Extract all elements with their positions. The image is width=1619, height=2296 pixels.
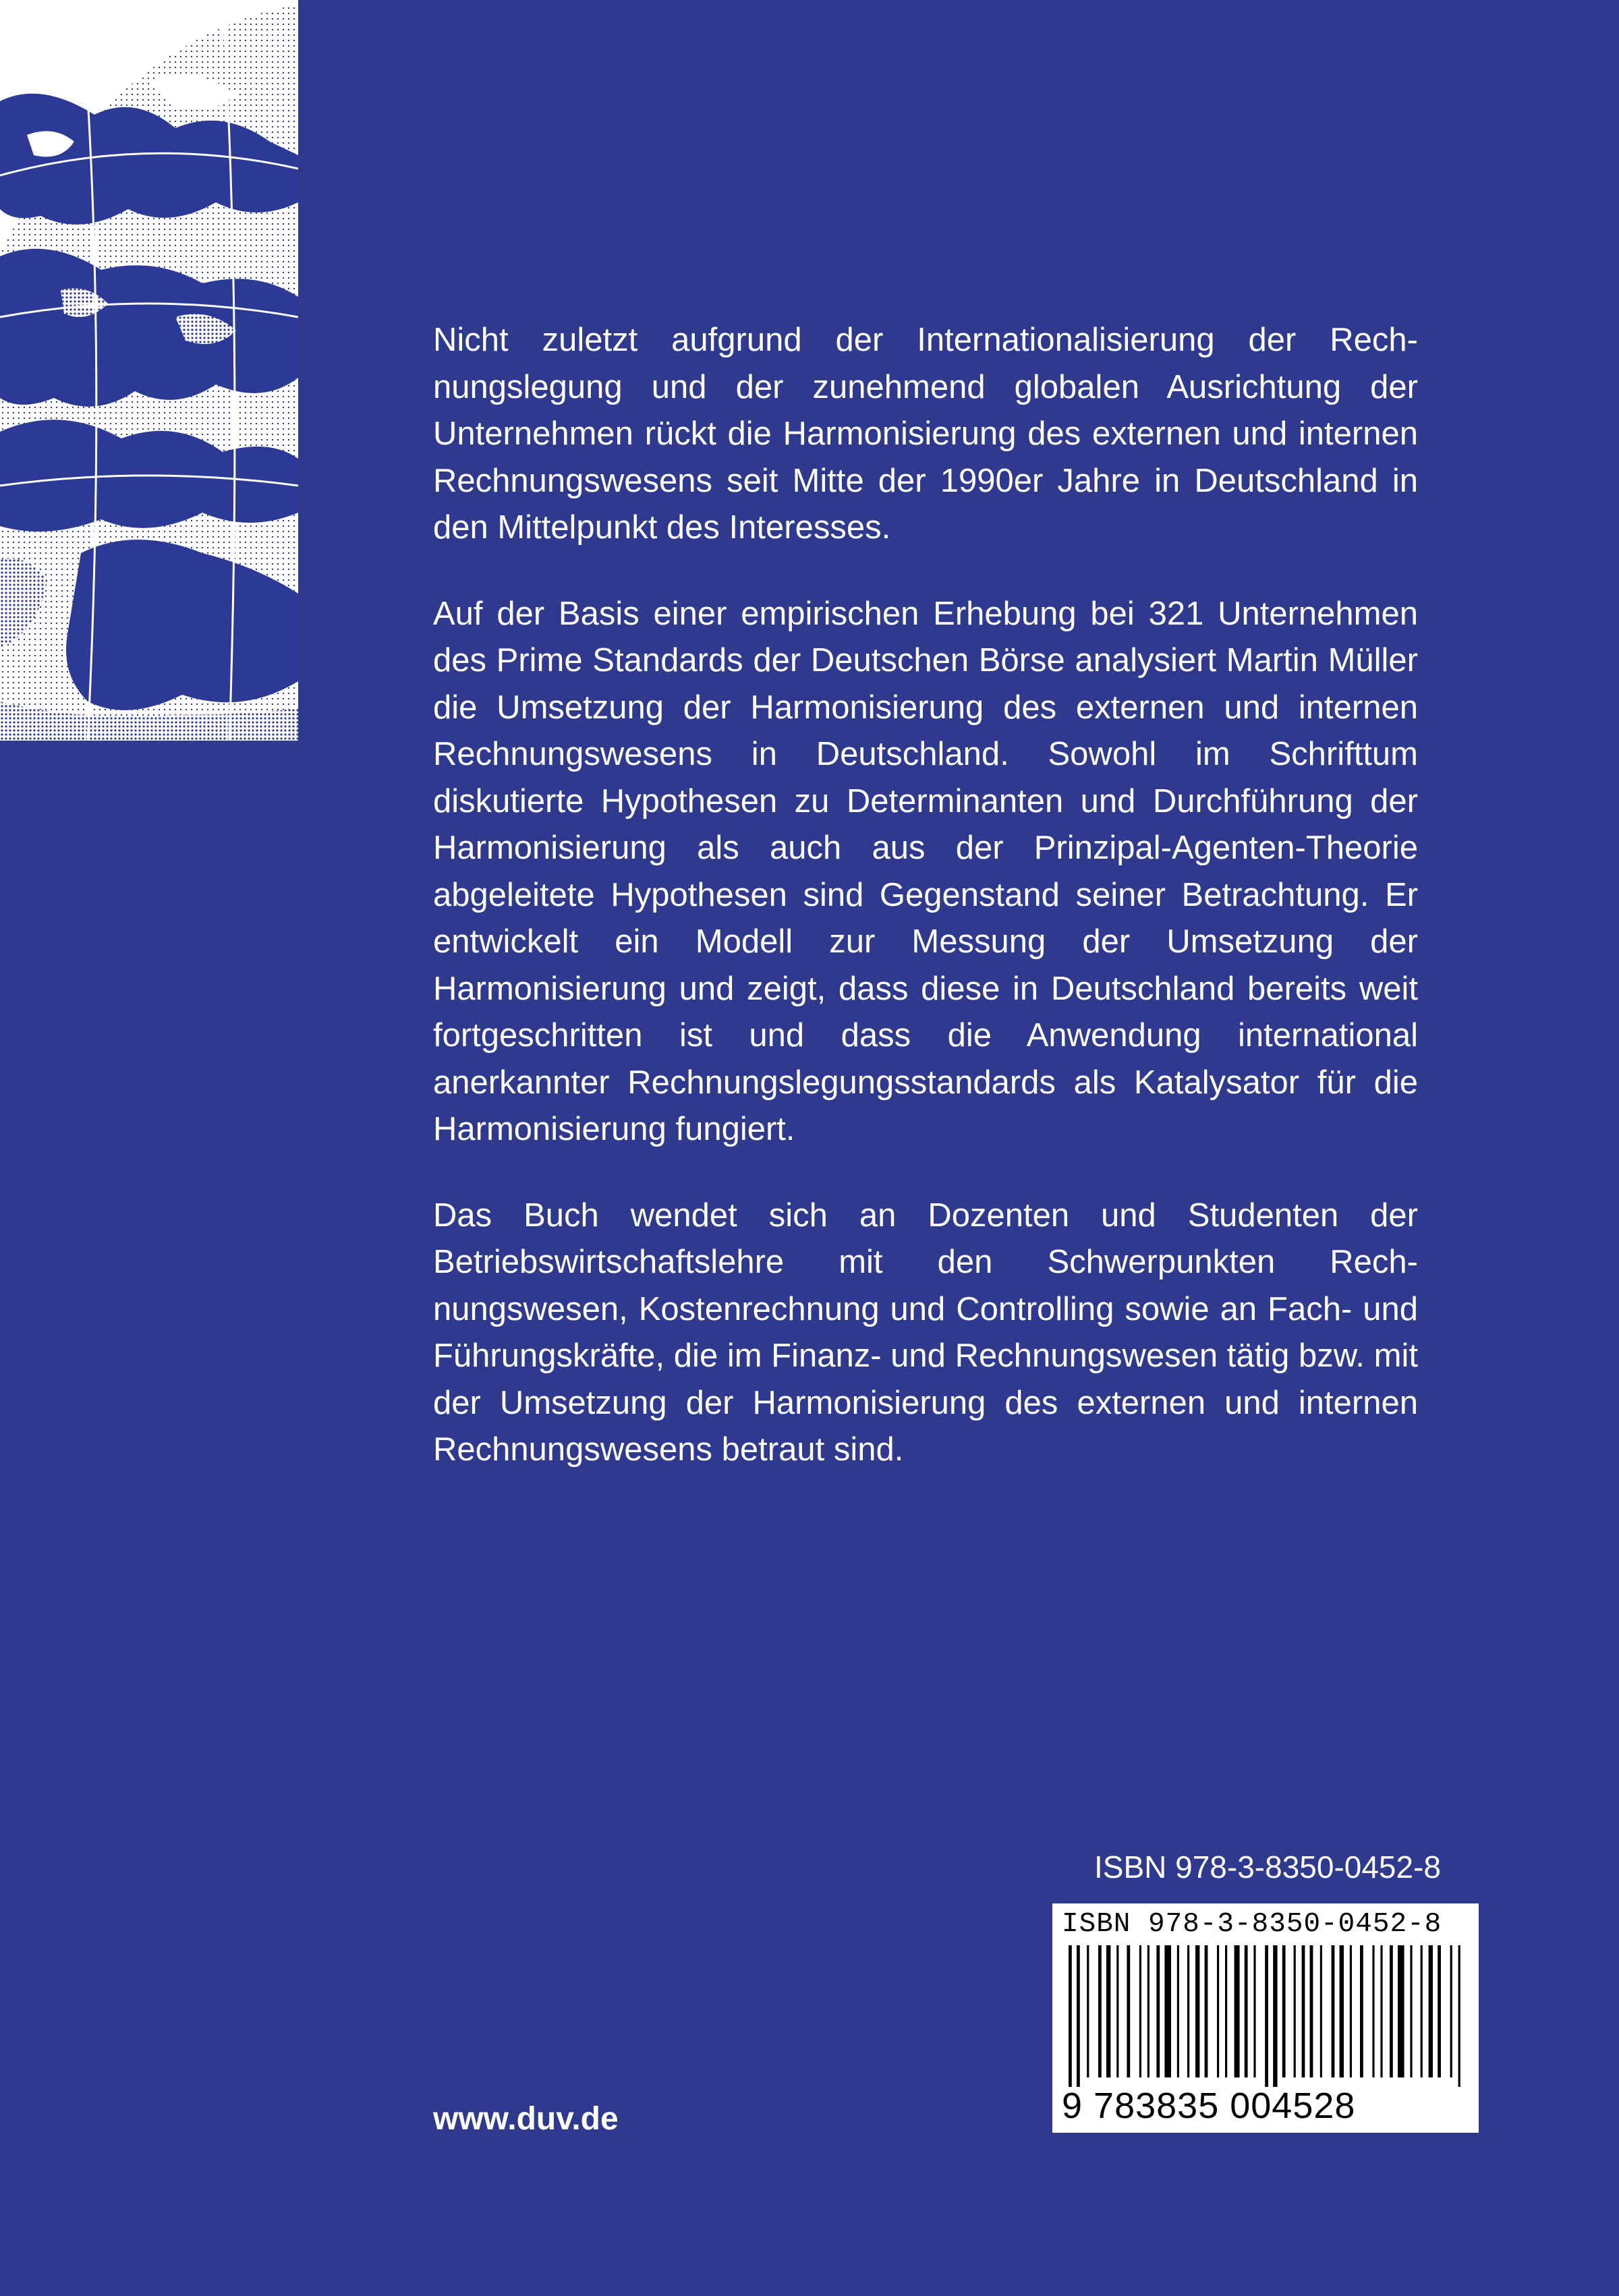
barcode-bar [1282, 1945, 1286, 2077]
barcode-bar [1320, 1945, 1322, 2077]
globe-image [0, 0, 298, 741]
barcode-bar [1340, 1945, 1344, 2077]
barcode-bar [1360, 1945, 1363, 2077]
barcode-bar [1217, 1945, 1219, 2077]
barcode-bar [1458, 1945, 1460, 2087]
barcode-bar [1225, 1945, 1227, 2077]
barcode-bar [1273, 1945, 1277, 2087]
barcode-bar [1098, 1945, 1102, 2077]
barcode-bar [1390, 1945, 1393, 2077]
barcode-bar [1265, 1945, 1268, 2087]
barcode-bar [1245, 1945, 1248, 2077]
barcode-bar [1429, 1945, 1433, 2077]
barcode-bar [1410, 1945, 1412, 2077]
publisher-website: www.duv.de [433, 2101, 619, 2137]
barcode-digits-text: 9 783835 004528 [1062, 2086, 1356, 2126]
barcode-bar [1302, 1945, 1305, 2077]
barcode-bars [1066, 1945, 1471, 2087]
barcode-bar [1234, 1945, 1240, 2077]
barcode-bar [1156, 1945, 1160, 2077]
barcode-bar [1350, 1945, 1352, 2077]
barcode-bar [1087, 1945, 1089, 2077]
blurb-paragraph-1: Nicht zuletzt aufgrund der Internationalisierung der Rechnungslegung und der zunehmend globalen Ausrichtung der Unternehmen rückt die Harmonisierung des externen und internen Rechnungswesens seit Mitte der 1990er Jahre in Deutschland in den Mittelpunkt des Interesses. [433, 322, 1418, 546]
barcode-bar [1310, 1945, 1313, 2077]
barcode-bar [1177, 1945, 1179, 2077]
barcode-isbn-text: ISBN 978-3-8350-0452-8 [1062, 1909, 1442, 1940]
back-cover-blurb [433, 317, 1418, 1513]
barcode-bar [1398, 1945, 1404, 2077]
blurb-paragraph-2: Auf der Basis einer empirischen Erhebung bei 321 Unternehmen des Prime Standards der Deutschen Börse analysiert Martin Müller die Umsetzung der Harmonisierung des externen und internen Rechnungswesens in Deutschland. Sowohl im Schrifttum diskutierte Hypothesen zu Determinanten und Durchführung der Harmonisierung als auch aus der Prinzipal-Agenten-Theorie abgeleitete Hypothesen sind Gegenstand seiner Betrachtung. Er entwickelt ein Modell zur Messung der Umsetzung der Harmonisierung und zeigt, dass diese in Deutschland bereits weit fortgeschritten ist und dass die Anwendung international anerkannter Rechnungslegungsstandards als Katalysator für die Harmonisierung fungiert. [433, 595, 1418, 1147]
barcode-bar [1069, 1945, 1072, 2087]
barcode-bar [1450, 1945, 1452, 2077]
barcode-bar [1438, 1945, 1441, 2077]
barcode-bar [1187, 1945, 1189, 2077]
barcode-bar [1077, 1945, 1080, 2087]
blurb-paragraph-3: Das Buch wendet sich an Dozenten und Studenten der Betriebswirtschaftslehre mit den Schwerpunkten Rechnungswesen, Kostenrechnung und Controlling sowie an Fach- und Führungskräfte, die im Finanz- und Rechnungswesen tätig bzw. mit der Umsetzung der Harmonisierung des externen und internen Rechnungswesens betraut sind. [433, 1197, 1418, 1468]
barcode-bar [1294, 1945, 1296, 2077]
barcode-bar [1147, 1945, 1149, 2077]
barcode-bar [1253, 1945, 1255, 2077]
barcode-bar [1164, 1945, 1171, 2077]
barcode-bar [1106, 1945, 1110, 2077]
isbn-barcode [1052, 1903, 1479, 2133]
barcode-bar [1205, 1945, 1208, 2077]
isbn-label: ISBN 978-3-8350-0452-8 [1094, 1849, 1441, 1885]
barcode-bar [1372, 1945, 1374, 2077]
barcode-bar [1139, 1945, 1141, 2077]
barcode-bar [1116, 1945, 1118, 2077]
barcode-bar [1380, 1945, 1382, 2077]
barcode-bar [1195, 1945, 1199, 2077]
barcode-bar [1421, 1945, 1423, 2077]
barcode-bar [1127, 1945, 1130, 2077]
barcode-bar [1332, 1945, 1335, 2077]
